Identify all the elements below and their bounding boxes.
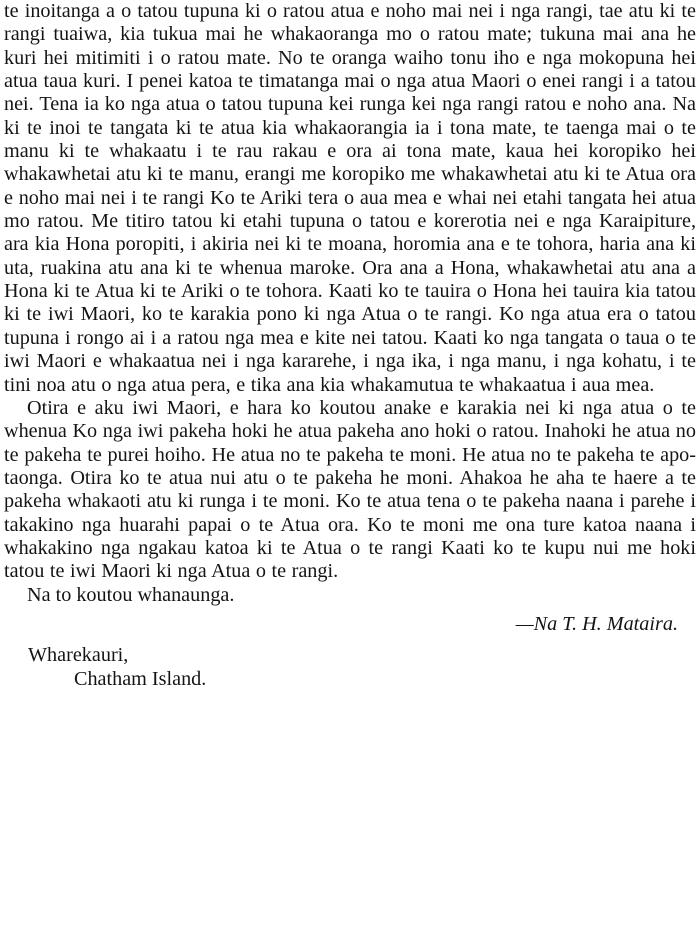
letter-page — [4, 0, 696, 691]
closing-line: Na to koutou whanaunga. — [27, 583, 235, 606]
place-line-1: Wharekauri, — [28, 644, 129, 667]
place-address — [28, 644, 696, 691]
signature: —Na T. H. Mataira. — [515, 612, 678, 635]
body-paragraph-2: Otira e aku iwi Maori, e hara ko koutou anake e karakia nei ki nga atua o te whenua Ko nga iwi pakeha hoki he atua pakeha ano hoki o ratou. Inahoki he atua no te pakeha te purei hoiho. He atua no te pakeha te moni. He atua no te pakeha te apo-taonga. Otira ko te atua nui atu o te pakeha he moni. Ahakoa he aha te haere a te pakeha whakaoti atu ki runga i te moni. Ko te atua tena o te pakeha naana i parehe i takakino nga huarahi papai o te Atua ora. Ko te moni me ona ture katoa naana i whakakino nga ngakau katoa ki te Atua o te rangi Kaati ko te kupu nui me hoki tatou te iwi Maori ki nga Atua o te rangi. — [4, 396, 696, 583]
body-paragraph-1: te inoitanga a o tatou tupuna ki o ratou atua e noho mai nei i nga rangi, tae atu ki te rangi tuaiwa, kia tukua mai he whakaoranga mo o ratou mate; tukuna mai ana he kuri hei mitimiti i o ratou mate. No te oranga waiho tonu iho e nga mokopuna hei atua taua kuri. I penei katoa te timatanga mai o nga atua Maori o enei rangi i a tatou nei. Tena ia ko nga atua o tatou tupuna kei runga kei nga rangi ratou e noho ana. Na ki te inoi te tangata ki te atua kia whakaorangia ia i tona mate, te taenga mai o te manu ki te whakaatu i te rau rakau e ora ai tona mate, kaua hei koropiko hei whakawhetai atu ki te manu, erangi me koropiko me whakawhetai atu ki te Atua ora e noho mai nei i te rangi Ko te Ariki tera o aua mea e whai nei etahi tangata hei atua mo ratou. Me titiro tatou ki etahi tupuna o tatou e korerotia nei e nga Karaipiture, ara kia Hona poropiti, i akiria nei ki te moana, horomia ana e te tohora, haria ana ki uta, ruakina atu ana ki te whenua maroke. Ora ana a Hona, whakawhetai atu ana a Hona ki te Atua ki te Ariki o te tohora. Kaati ko te tauira o Hona hei tauira kia tatou ki te iwi Maori, ko te karakia pono ki nga Atua o te rangi. Ko nga atua era o tatou tupuna i rongo ai i a ratou nga mea e kite nei tatou. Kaati ko nga tangata o taua o te iwi Maori e whakaatua nei i nga kararehe, i nga ika, i nga manu, i nga kohatu, i te tini noa atu o nga atua pera, e tika ana kia whakamutua te whakaatua i aua mea. — [4, 0, 696, 396]
place-line-2: Chatham Island. — [74, 667, 207, 690]
